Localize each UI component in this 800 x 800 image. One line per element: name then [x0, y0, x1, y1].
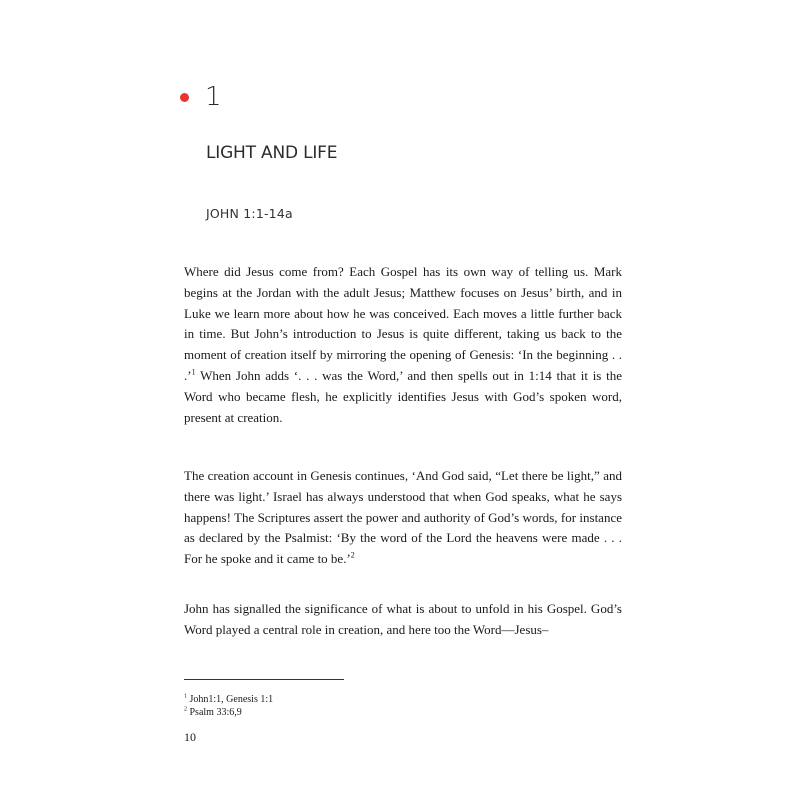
chapter-title: LIGHT AND LIFE	[206, 143, 338, 163]
footnote-1: $^1$ John1:1, Genesis 1:1	[184, 693, 274, 705]
chapter-number: 1	[205, 82, 222, 112]
footnote-2: $^2$ Psalm 33:6,9	[184, 706, 242, 718]
page-number: 10	[184, 730, 196, 744]
body-paragraph-2: The creation account in Genesis continues, ‘And God said, “Let there be light,” and there was light.’ Israel has always understood that when God speaks, what he says happens! The Scriptures assert the power and authority of God’s words, for instance as declared by the Psalmist: ‘By the word of the Lord the heavens were made . . . For he spoke and it came to be.’$^2$	[184, 468, 622, 567]
body-paragraph-1: Where did Jesus come from? Each Gospel has its own way of telling us. Mark begins at the Jordan with the adult Jesus; Matthew focuses on Jesus’ birth, and in Luke we learn more about how he was conceived. Each moves a little further back in time. But John’s introduction to Jesus is quite different, taking us back to the moment of creation itself by mirroring the opening of Genesis: ‘In the beginning . . .’$^1$ When John adds ‘. . . was the Word,’ and then spells out in 1:14 that it is the Word who became flesh, he explicitly identifies Jesus with God’s spoken word, present at creation.	[184, 264, 622, 425]
chapter-marker-dot	[180, 93, 189, 102]
footnote-ref-1: 1	[191, 367, 196, 377]
scripture-reference: JOHN 1:1-14a	[206, 206, 293, 221]
footnote-ref-2: 2	[350, 550, 355, 560]
body-paragraph-3: John has signalled the significance of what is about to unfold in his Gospel. God’s Word played a central role in creation, and here too the Word—Jesus–	[184, 601, 622, 637]
footnote-divider	[184, 679, 344, 680]
